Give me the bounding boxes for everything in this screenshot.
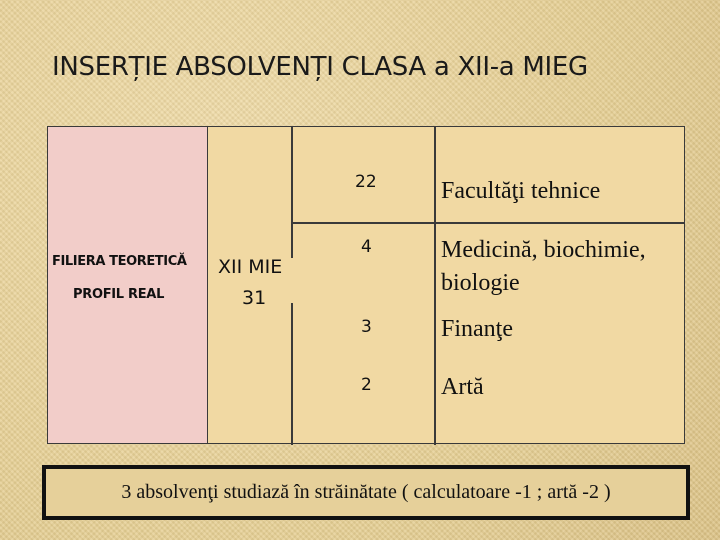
filiera-label: FILIERA TEORETICĂ	[52, 254, 187, 269]
row-count: 3	[361, 317, 372, 337]
footer-note: 3 absolvenţi studiază în străinătate ( calculatoare -1 ; artă -2 )	[42, 465, 690, 520]
row-faculty: Artă	[441, 374, 484, 400]
row-faculty: Medicină, biochimie, biologie	[441, 237, 646, 296]
class-name: XII MIE	[218, 256, 283, 278]
row-faculty: Facultăţi tehnice	[441, 178, 601, 204]
row-divider	[291, 222, 684, 224]
row-count: 22	[355, 172, 377, 192]
row-faculty: Finanţe	[441, 316, 513, 342]
profil-label: PROFIL REAL	[73, 287, 165, 302]
column-divider	[434, 127, 436, 445]
column-divider	[291, 127, 293, 258]
column-divider	[291, 303, 293, 445]
slide-title: INSERȚIE ABSOLVENȚI CLASA a XII-a MIEG	[52, 52, 588, 82]
row-count: 2	[361, 375, 372, 395]
row-count: 4	[361, 237, 372, 257]
class-count: 31	[242, 287, 267, 309]
graduates-table	[47, 126, 685, 444]
profile-column	[48, 127, 208, 443]
